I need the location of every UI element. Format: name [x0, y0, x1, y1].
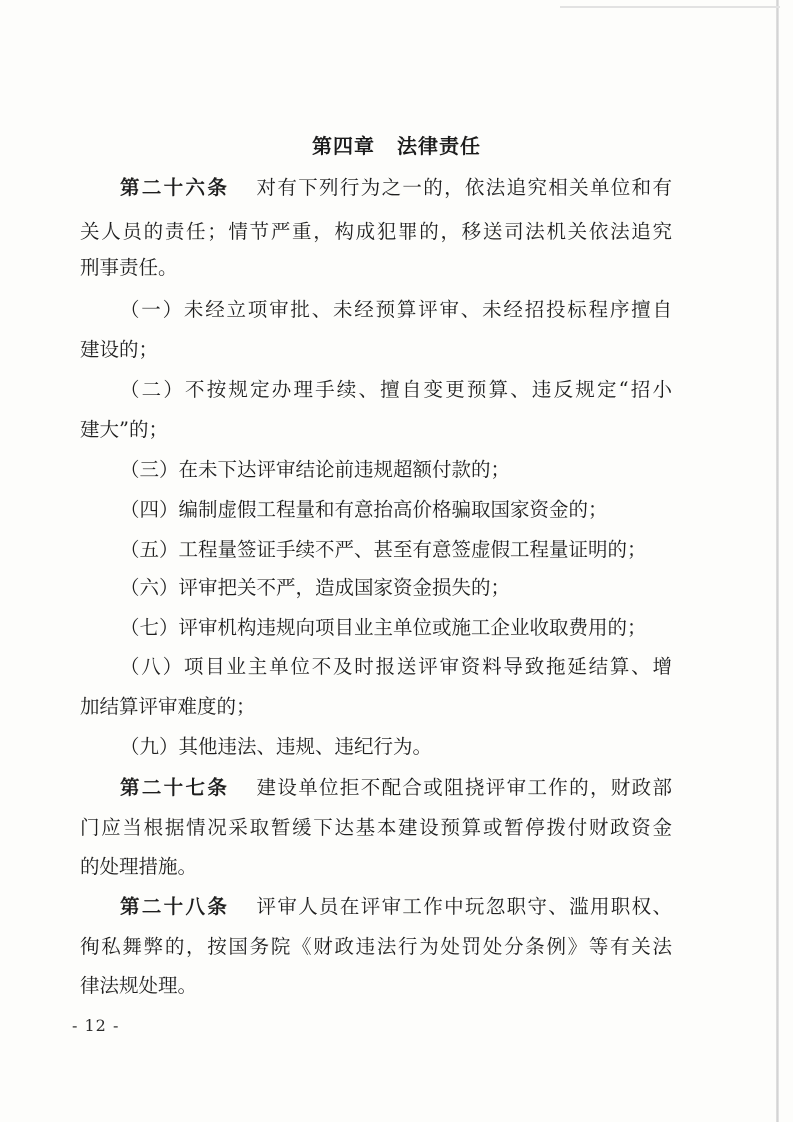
- chapter-heading: [0, 130, 793, 159]
- item-2-line-2: 建大”的；: [80, 418, 168, 441]
- page-number: - 12 -: [72, 1016, 120, 1035]
- article-26-text-1: 对有下列行为之一的，依法追究相关单位和有: [255, 176, 672, 199]
- item-9: （九）其他违法、违规、违纪行为。: [120, 735, 433, 758]
- page-edge-shadow: [776, 0, 779, 1122]
- article-27-label: 第二十七条: [120, 776, 230, 799]
- article-27-line-3: 的处理措施。: [80, 855, 198, 878]
- chapter-title: 法律责任: [397, 134, 481, 158]
- item-1-line-2: 建设的；: [80, 338, 159, 361]
- article-27-first-line: [80, 766, 672, 810]
- page-top-mark: [560, 6, 780, 8]
- article-27-text-1: 建设单位拒不配合或阻挠评审工作的，财政部: [255, 776, 672, 799]
- item-4: （四）编制虚假工程量和有意抬高价格骗取国家资金的；: [120, 498, 608, 521]
- article-27-line-2: 门应当根据情况采取暂缓下达基本建设预算或暂停拨付财政资金: [80, 816, 672, 839]
- article-26-line-3: 刑事责任。: [80, 256, 178, 279]
- item-1-line-1: （一）未经立项审批、未经预算评审、未经招投标程序擅自: [120, 298, 672, 321]
- chapter-number: 第四章: [312, 134, 375, 158]
- article-26-label: 第二十六条: [120, 176, 230, 199]
- article-28-first-line: [80, 885, 672, 929]
- item-2-line-1: （二）不按规定办理手续、擅自变更预算、违反规定“招小: [120, 378, 672, 401]
- item-3: （三）在未下达评审结论前违规超额付款的；: [120, 458, 511, 481]
- item-6: （六）评审把关不严，造成国家资金损失的；: [120, 576, 511, 599]
- article-26-first-line: [80, 166, 672, 210]
- article-28-line-3: 律法规处理。: [80, 974, 198, 997]
- item-7: （七）评审机构违规向项目业主单位或施工企业收取费用的；: [120, 616, 647, 639]
- article-28-text-1: 评审人员在评审工作中玩忽职守、滥用职权、: [255, 895, 672, 918]
- article-26-line-2: 关人员的责任；情节严重，构成犯罪的，移送司法机关依法追究: [80, 220, 672, 243]
- item-8-line-2: 加结算评审难度的；: [80, 695, 256, 718]
- item-5: （五）工程量签证手续不严、甚至有意签虚假工程量证明的；: [120, 538, 647, 561]
- item-8-line-1: （八）项目业主单位不及时报送评审资料导致拖延结算、增: [120, 655, 672, 678]
- article-28-line-2: 徇私舞弊的，按国务院《财政违法行为处罚处分条例》等有关法: [80, 935, 672, 958]
- article-28-label: 第二十八条: [120, 895, 230, 918]
